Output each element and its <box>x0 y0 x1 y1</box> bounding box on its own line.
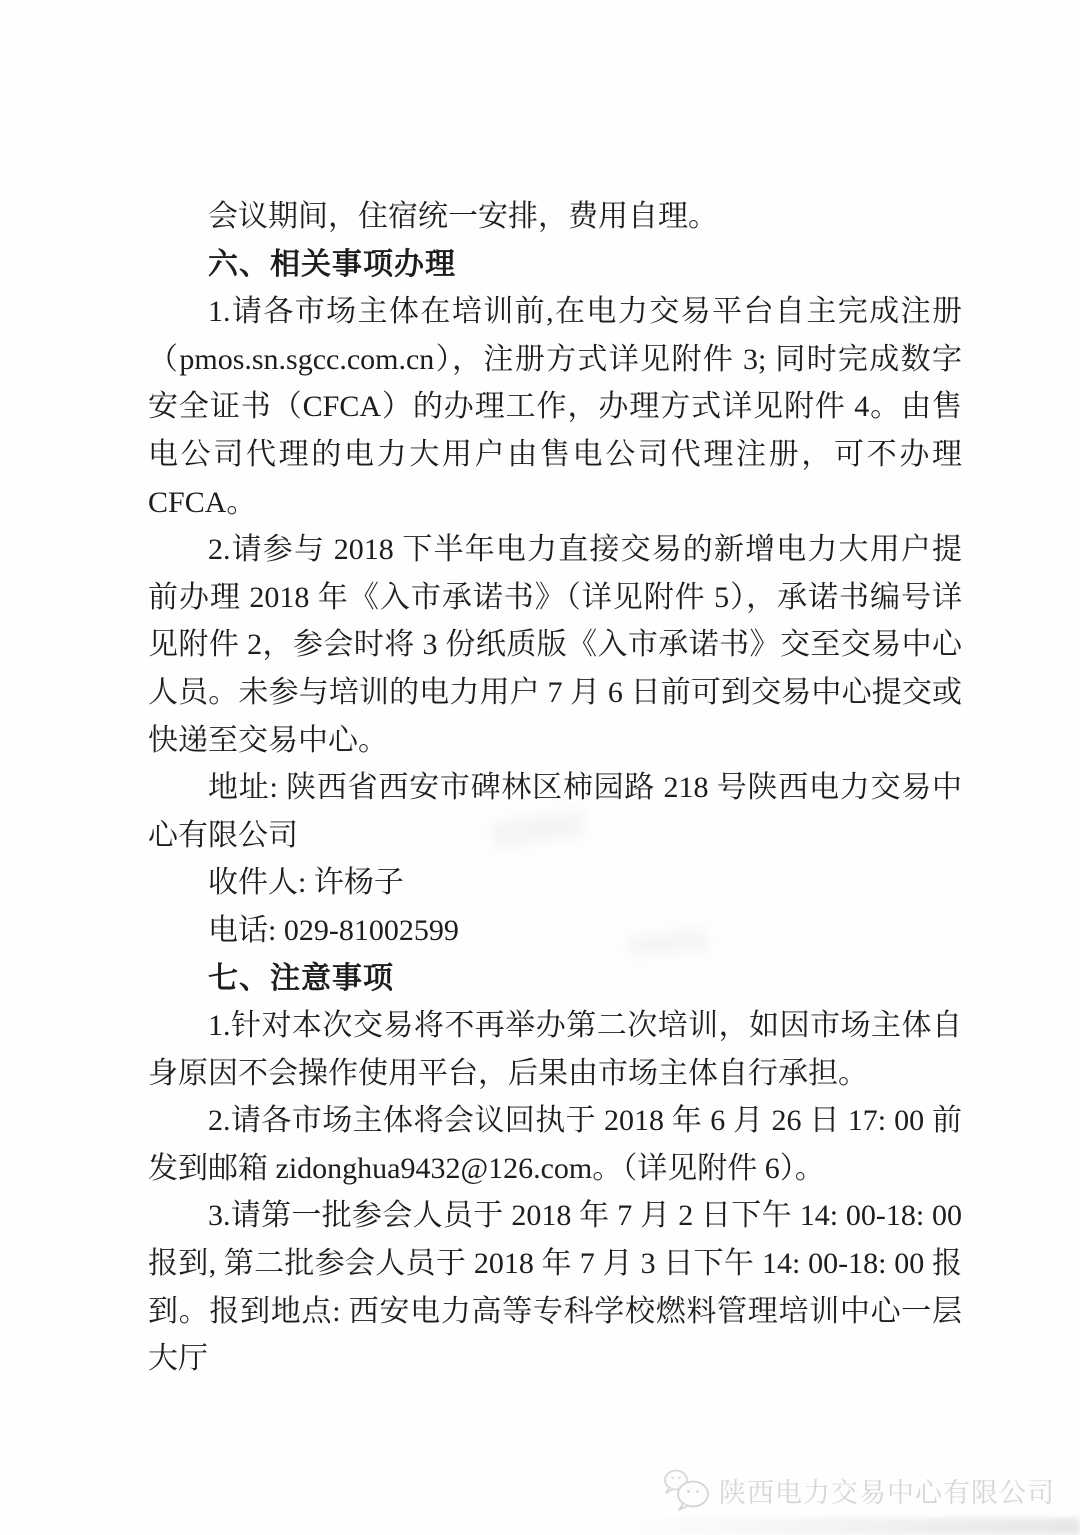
wechat-logo-icon <box>662 1467 712 1513</box>
phone-line: 电话: 029-81002599 <box>208 913 459 947</box>
address-line: 地址: 陕西省西安市碑林区柿园路 218 号陕西电力交易中心有限公司 <box>148 771 962 852</box>
section-seven-item-3: 3.请第一批参会人员于 2018 年 7 月 2 日下午 14: 00-18: 00 报到, 第二批参会人员于 2018 年 7 月 3 日下午 14: 00-18: 00 报到。报到地点: 西安电力高等专科学校燃料管理培训中心一层大厅 <box>148 1199 962 1376</box>
watermark-footer <box>662 1467 1055 1513</box>
section-six-item-1: 1.请各市场主体在培训前,在电力交易平台自主完成注册（pmos.sn.sgcc.com.cn），注册方式详见附件 3; 同时完成数字安全证书（CFCA）的办理工作，办理方式详见附件 4。由售电公司代理的电力大用户由售电公司代理注册，可不办理 CFCA。 <box>148 295 962 519</box>
section-six-heading: 六、相关事项办理 <box>208 247 456 281</box>
document-body <box>148 193 962 1383</box>
scan-artifact <box>610 1518 1080 1535</box>
watermark-text: 陕西电力交易中心有限公司 <box>719 1477 1055 1508</box>
section-seven-item-1: 1.针对本次交易将不再举办第二次培训，如因市场主体自身原因不会操作使用平台，后果由市场主体自行承担。 <box>148 1009 962 1090</box>
section-seven-item-2: 2.请各市场主体将会议回执于 2018 年 6 月 26 日 17: 00 前发到邮箱 zidonghua9432@126.com。（详见附件 6）。 <box>148 1104 962 1185</box>
recipient-line: 收件人: 许杨子 <box>208 866 404 900</box>
section-seven-heading: 七、注意事项 <box>208 961 394 995</box>
intro-line: 会议期间，住宿统一安排，费用自理。 <box>208 200 718 233</box>
section-six-item-2: 2.请参与 2018 下半年电力直接交易的新增电力大用户提前办理 2018 年《入市承诺书》（详见附件 5），承诺书编号详见附件 2，参会时将 3 份纸质版《入市承诺书》交至交易中心人员。未参与培训的电力用户 7 月 6 日前可到交易中心提交或快递至交易中心。 <box>148 533 962 757</box>
